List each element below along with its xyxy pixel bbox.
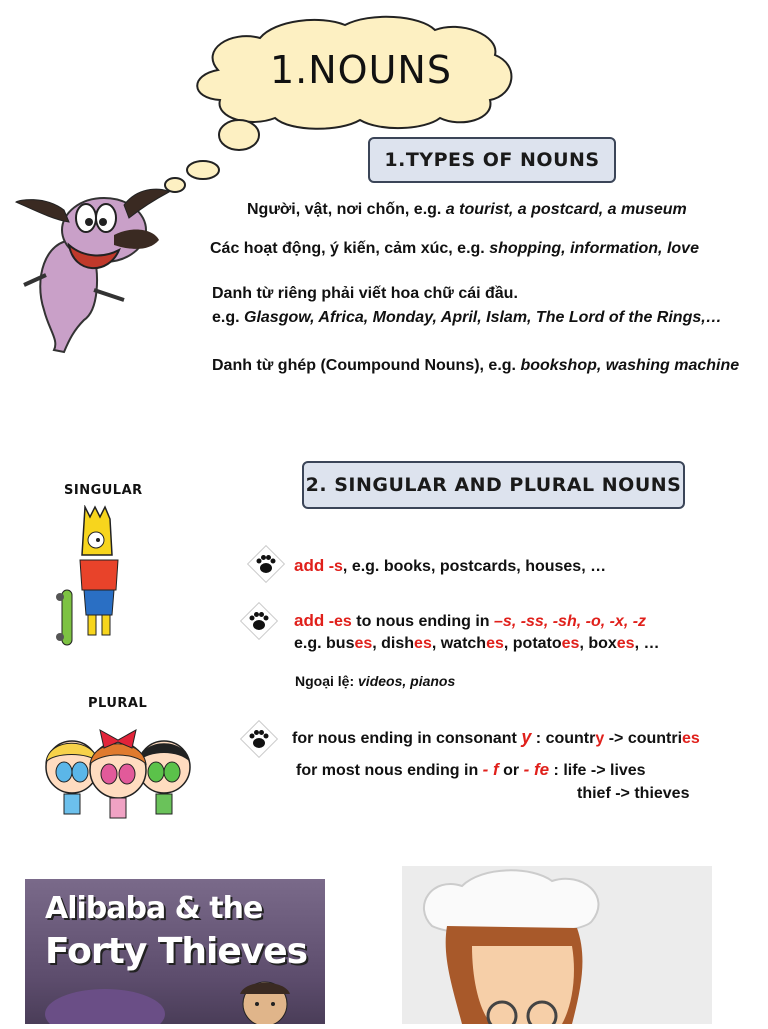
chef-illustration-bg: [402, 866, 712, 1024]
types-line-1: Người, vật, nơi chốn, e.g. a tourist, a postcard, a museum: [247, 201, 687, 218]
powerpuff-illustration: [34, 722, 199, 827]
rule-es-examples: e.g. buses, dishes, watches, potatoes, boxes, …: [294, 635, 660, 652]
paw-icon: [247, 545, 285, 583]
page-title: 1.NOUNS: [270, 48, 452, 92]
paw-icon: [240, 602, 278, 640]
exception-line: Ngoại lệ: videos, pianos: [295, 673, 456, 689]
rule-f-fe: for most nous ending in - f or - fe : life -> lives: [296, 760, 646, 779]
rule-add-es: add -es to nous ending in –s, -ss, -sh, -o, -x, -z: [294, 611, 647, 630]
rule-f-example-2: thief -> thieves: [577, 785, 690, 802]
types-line-4: e.g. Glasgow, Africa, Monday, April, Islam, The Lord of the Rings,…: [212, 309, 722, 326]
types-line-2: Các hoạt động, ý kiến, cảm xúc, e.g. shopping, information, love: [210, 240, 699, 257]
types-line-3: Danh từ riêng phải viết hoa chữ cái đầu.: [212, 285, 518, 302]
book-characters: [25, 974, 325, 1024]
book-cover: [25, 879, 325, 1024]
rule-add-s: add -s, e.g. books, postcards, houses, …: [294, 556, 607, 575]
rule-y: for nous ending in consonant y : country -> countries: [292, 727, 700, 747]
singular-label: SINGULAR: [64, 483, 143, 498]
section2-heading: 2. SINGULAR AND PLURAL NOUNS: [302, 461, 685, 509]
book-title-line2: Forty Thieves: [45, 931, 308, 972]
dog-illustration: [14, 180, 174, 355]
bart-illustration: [50, 505, 130, 650]
chef-illustration: [402, 866, 712, 1024]
paw-icon: [240, 720, 278, 758]
types-line-5: Danh từ ghép (Coumpound Nouns), e.g. bookshop, washing machine: [212, 357, 740, 374]
plural-label: PLURAL: [88, 696, 148, 711]
book-title-line1: Alibaba & the: [45, 891, 263, 926]
section1-heading: 1.TYPES OF NOUNS: [368, 137, 616, 183]
